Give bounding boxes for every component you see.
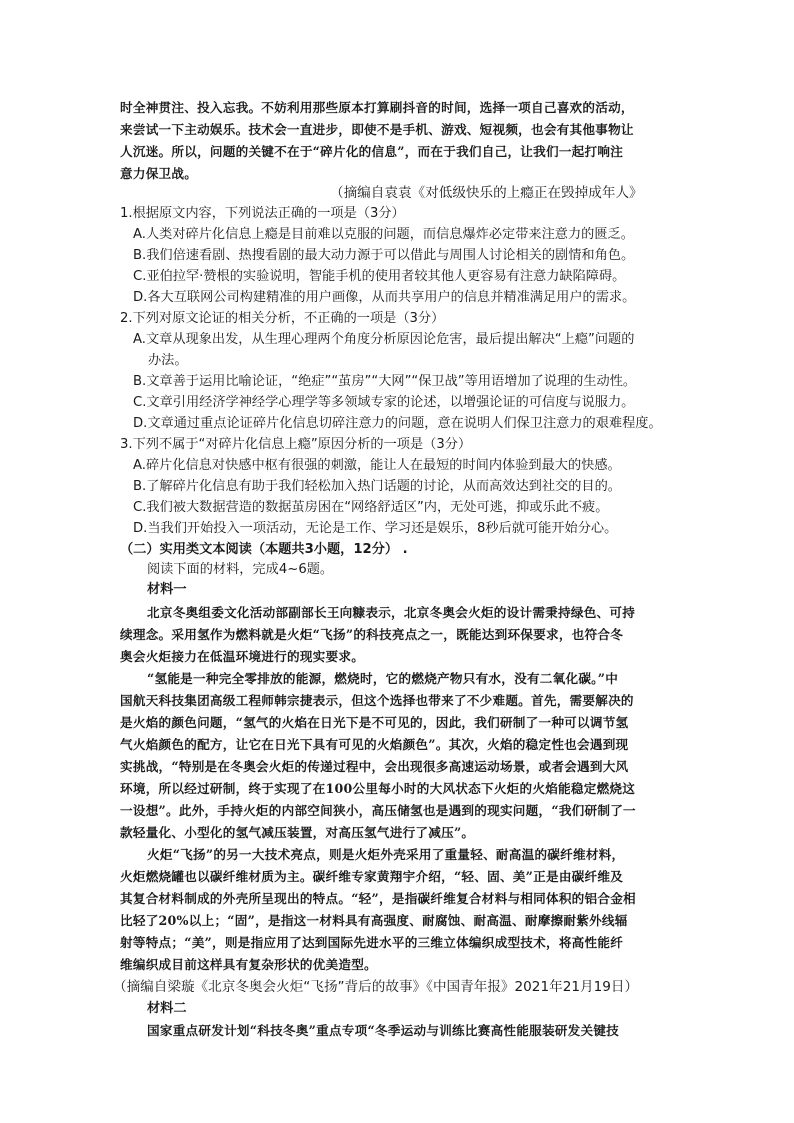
text-line: 一设想”。此外，手持火炬的内部空间狭小，高压储氢也是遇到的现实问题，“我们研制了一	[120, 803, 636, 818]
question-option-continuation: 办法。	[148, 353, 188, 368]
text-line: 奥会火炬接力在低温环境进行的现实要求。	[120, 649, 365, 664]
question-option: B.了解碎片化信息有助于我们轻松加入热门话题的讨论，从而高效达到社交的目的。	[133, 479, 621, 494]
section-instruction: 阅读下面的材料，完成4~6题。	[147, 562, 334, 577]
question-option: C.文章引用经济学神经学心理学等多领域专家的论述，以增强论证的可信度与说服力。	[133, 395, 635, 410]
question-option: B.我们倍速看剧、热搜看剧的最大动力源于可以借此与周围人讨论相关的剧情和角色。	[133, 248, 635, 263]
text-line: 时全神贯注、投入忘我。不妨利用那些原本打算刷抖音的时间，选择一项自己喜欢的活动，	[120, 100, 634, 115]
text-line: 射等特点；“美”，则是指应用了达到国际先进水平的三维立体编织成型技术，将高性能纤	[120, 935, 624, 950]
text-line: 北京冬奥组委文化活动部副部长王向糠表示，北京冬奥会火炬的设计需秉持绿色、可持	[147, 605, 636, 620]
question-stem: 3.下列不属于“对碎片化信息上瘾”原因分析的一项是（3分）	[120, 437, 472, 452]
question-option: A.文章从现象出发，从生理心理两个角度分析原因论危害，最后提出解决“上瘾”问题的	[133, 332, 635, 347]
text-line: 比轻了20%以上；“固”，是指这一材料具有高强度、耐腐蚀、耐高温、耐摩擦耐紫外线辐	[120, 913, 628, 928]
text-line: 火炬“飞扬”的另一大技术亮点，则是火炬外壳采用了重量轻、耐高温的碳纤维材料，	[147, 847, 625, 862]
text-line: 气火焰颜色的配方，让它在日光下具有可见的火焰颜色”。其次，火焰的稳定性也会遇到现	[120, 737, 629, 752]
text-line: 火炬燃烧罐也以碳纤维材质为主。碳纤维专家黄翔宇介绍，“轻、固、美”正是由碳纤维及	[120, 869, 624, 884]
text-line: 实挑战，“特别是在冬奥会火炬的传递过程中，会出现很多高速运动场景，或者会遇到大风	[120, 759, 629, 774]
text-line: 环境，所以经过研制，终于实现了在100公里每小时的大风状态下火炬的火焰能稳定燃烧这	[120, 781, 636, 796]
text-line: 人沉迷。所以，问题的关键不在于“碎片化的信息”，而在于我们自己，让我们一起打响注	[120, 144, 624, 159]
text-line: 国航天科技集团高级工程师韩宗捷表示，但这个选择也带来了不少难题。首先，需要解决的	[120, 693, 634, 708]
question-option: D.当我们开始投入一项活动，无论是工作、学习还是娱乐，8秒后就可能开始分心。	[133, 521, 618, 536]
material-label: 材料二	[147, 1001, 187, 1016]
text-line: 意力保卫战。	[120, 166, 198, 181]
text-line: 维编织成目前这样具有复杂形状的优美造型。	[120, 957, 377, 972]
material-label: 材料一	[147, 582, 187, 597]
text-line: 款轻量化、小型化的氢气减压装置，对高压氢气进行了减压”。	[120, 825, 475, 840]
text-line: 续理念。采用氢作为燃料就是火炬“飞扬”的科技亮点之一，既能达到环保要求，也符合冬	[120, 627, 624, 642]
question-stem: 1.根据原文内容，下列说法正确的一项是（3分）	[120, 206, 405, 221]
question-option: D.各大互联网公司构建精准的用户画像，从而共享用户的信息并精准满足用户的需求。	[133, 290, 636, 305]
text-line: 来尝试一下主动娱乐。技术会一直进步，即使不是手机、游戏、短视频，也会有其他事物让	[120, 122, 634, 137]
question-option: A.碎片化信息对快感中枢有很强的刺激，能让人在最短的时间内体验到最大的快感。	[133, 458, 621, 473]
source-citation: （摘编自袁袁《对低级快乐的上瘾正在毁掉成年人》	[330, 185, 643, 201]
question-option: C.我们被大数据营造的数据茧房困在“网络舒适区”内，无处可逃，抑或乐此不疲。	[133, 500, 609, 515]
question-option: B.文章善于运用比喻论证，“绝症”“茧房”“大网”“保卫战”等用语增加了说理的生动性。	[133, 374, 637, 389]
question-option: C.亚伯拉罕·赞根的实验说明，智能手机的使用者较其他人更容易有注意力缺陷障碍。	[133, 269, 626, 284]
question-option: D.文章通过重点论证碎片化信息切碎注意力的问题，意在说明人们保卫注意力的艰难程度。	[133, 416, 662, 431]
text-line: 国家重点研发计划“科技冬奥”重点专项“冬季运动与训练比赛高性能服装研发关键技	[147, 1023, 620, 1038]
text-line: 其复合材料制成的外壳所呈现出的特点。“轻”，是指碳纤维复合材料与相同体积的铝合金相	[120, 891, 636, 906]
text-line: 是火焰的颜色问题，“氢气的火焰在日光下是不可见的，因此，我们研制了一种可以调节氢	[120, 715, 629, 730]
text-line: “氢能是一种完全零排放的能源，燃烧时，它的燃烧产物只有水，没有二氧化碳。”中	[147, 671, 619, 686]
section-title: （二）实用类文本阅读（本题共3小题，12分） .	[120, 542, 408, 557]
source-citation: （摘编自梁璇《北京冬奥会火炬“飞扬”背后的故事》《中国青年报》2021年21月19日）	[113, 979, 639, 995]
question-stem: 2.下列对原文论证的相关分析，不正确的一项是（3分）	[120, 311, 445, 326]
question-option: A.人类对碎片化信息上瘾是目前难以克服的问题，而信息爆炸必定带来注意力的匮乏。	[133, 227, 634, 242]
